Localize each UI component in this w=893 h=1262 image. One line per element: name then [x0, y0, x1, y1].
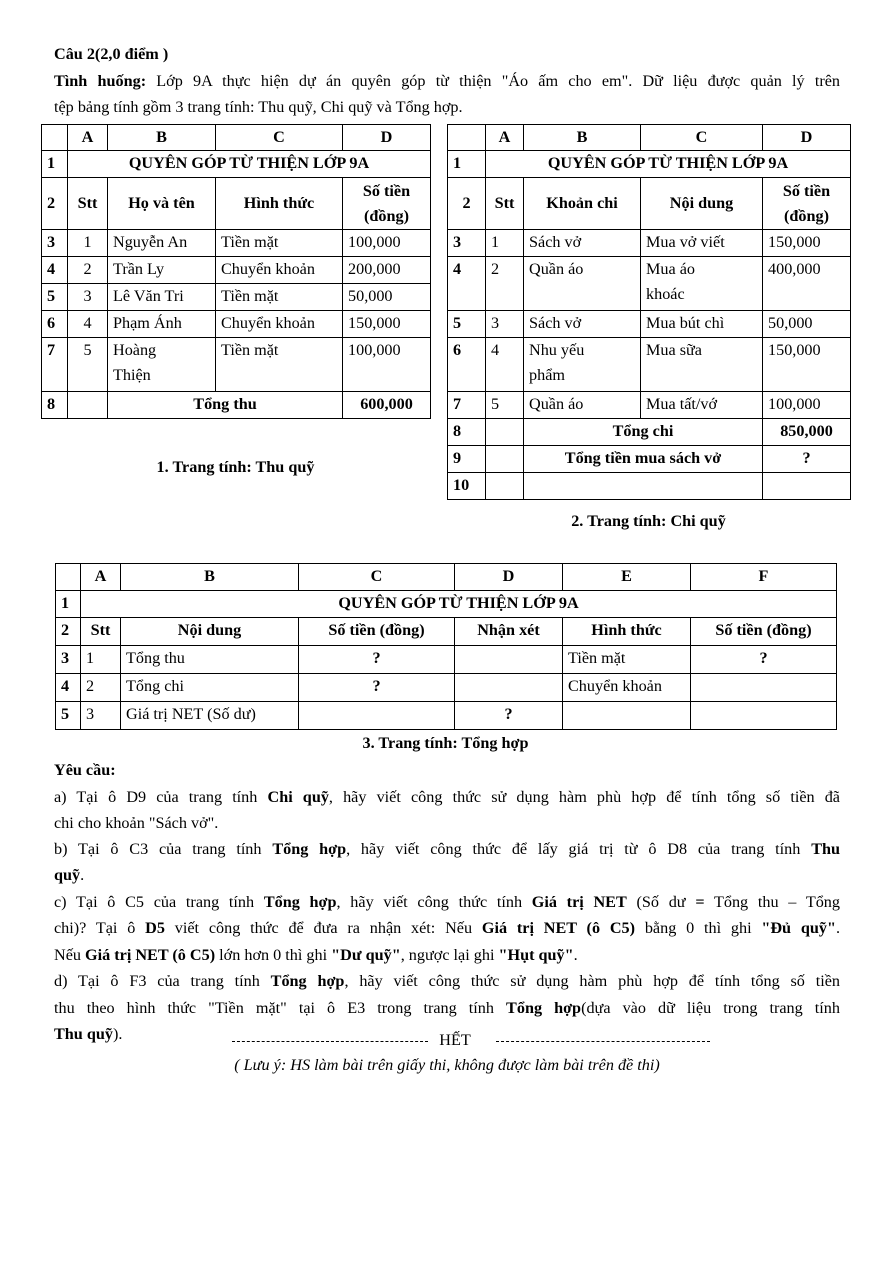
cell-amount: 50,000: [763, 311, 851, 338]
caption-tong-hop: 3. Trang tính: Tổng hợp: [362, 734, 529, 752]
cell-method: Tiền mặt: [563, 646, 691, 674]
cell-item: Nhu yếu phẩm: [524, 338, 641, 392]
table-row: [448, 257, 851, 311]
cell-item: Quần áo: [524, 257, 641, 311]
table-row: [448, 311, 851, 338]
header-stt: Stt: [81, 618, 121, 646]
cell-stt: 2: [68, 257, 108, 284]
row-number: 3: [42, 230, 68, 257]
row-number: 5: [448, 311, 486, 338]
situation-line-1: [54, 69, 840, 93]
req-c-line-3: Nếu Giá trị NET (ô C5) lớn hơn 0 thì ghi "Dư quỹ", ngược lại ghi "Hụt quỹ".: [54, 946, 578, 964]
req-b-line-2: quỹ.: [54, 866, 85, 884]
table-row: [448, 230, 851, 257]
header-stt: Stt: [486, 178, 524, 230]
table-row: [56, 674, 837, 702]
cell-stt: 3: [68, 284, 108, 311]
header-amount: Số tiền (đồng): [763, 178, 851, 230]
row-number: 2: [56, 618, 81, 646]
cell-amount: 150,000: [763, 230, 851, 257]
empty-cell: [486, 473, 524, 500]
cell-item: Sách vở: [524, 230, 641, 257]
row-number: 1: [42, 151, 68, 178]
col-header-a: A: [68, 125, 108, 151]
col-header-d: D: [455, 564, 563, 591]
cell-name: Trần Ly: [108, 257, 216, 284]
col-header-d: D: [343, 125, 431, 151]
question-title: Câu 2(2,0 điểm ): [54, 45, 169, 63]
cell-method: Chuyển khoản: [216, 311, 343, 338]
cell-stt: 4: [486, 338, 524, 392]
header-amount-2: Số tiền (đồng): [691, 618, 837, 646]
cell-amount: ?: [299, 646, 455, 674]
caption-thu-quy: 1. Trang tính: Thu quỹ: [156, 458, 315, 476]
empty-cell: [486, 419, 524, 446]
req-c-line-1: c) Tại ô C5 của trang tính Tổng hợp, hãy viết công thức tính Giá trị NET (Số dư = Tổng thu – Tổng: [54, 893, 840, 911]
cell-content: Tổng chi: [121, 674, 299, 702]
header-amount: Số tiền (đồng): [299, 618, 455, 646]
cell-stt: 1: [486, 230, 524, 257]
row-number: 8: [448, 419, 486, 446]
header-item: Khoản chi: [524, 178, 641, 230]
header-amount: Số tiền (đồng): [343, 178, 431, 230]
req-d-line-2: thu theo hình thức "Tiền mặt" tại ô E3 trong trang tính Tổng hợp(dựa vào dữ liệu trong trang tính: [54, 999, 840, 1017]
row-number: 5: [42, 284, 68, 311]
corner-cell: [448, 125, 486, 151]
cell-method: Tiền mặt: [216, 338, 343, 392]
row-number: 4: [42, 257, 68, 284]
cell-stt: 1: [68, 230, 108, 257]
cell-content: Mua vở viết: [641, 230, 763, 257]
cell-method: Chuyển khoản: [563, 674, 691, 702]
col-header-b: B: [121, 564, 299, 591]
col-header-c: C: [216, 125, 343, 151]
table-row: [56, 646, 837, 674]
col-header-a: A: [81, 564, 121, 591]
row-number: 6: [42, 311, 68, 338]
header-name: Họ và tên: [108, 178, 216, 230]
cell-stt: 1: [81, 646, 121, 674]
cell-amount-2: [691, 674, 837, 702]
table-row: [42, 338, 431, 392]
req-d-line-1: d) Tại ô F3 của trang tính Tổng hợp, hãy viết công thức sử dụng hàm phù hợp để tính tổng số tiền: [54, 972, 840, 990]
total-value: 850,000: [763, 419, 851, 446]
sheet-chi-quy: [447, 124, 851, 500]
table-row: [448, 338, 851, 392]
sheet-title: QUYÊN GÓP TỪ THIỆN LỚP 9A: [68, 151, 431, 178]
cell-stt: 3: [81, 702, 121, 730]
cell-comment: [455, 674, 563, 702]
dashed-divider-left: [232, 1041, 428, 1042]
row-number: 2: [448, 178, 486, 230]
table-row: [42, 230, 431, 257]
cell-stt: 5: [486, 392, 524, 419]
cell-amount-2: ?: [691, 646, 837, 674]
cell-stt: 5: [68, 338, 108, 392]
situation-label: Tình huống:: [54, 72, 147, 90]
row-number: 1: [448, 151, 486, 178]
empty-cell: [524, 473, 763, 500]
cell-name: Hoàng Thiện: [108, 338, 216, 392]
table-row: [42, 284, 431, 311]
caption-chi-quy: 2. Trang tính: Chi quỹ: [571, 512, 726, 530]
row-number: 5: [56, 702, 81, 730]
cell-stt: 2: [486, 257, 524, 311]
empty-cell: [486, 446, 524, 473]
empty-cell: [68, 392, 108, 419]
footer-note: ( Lưu ý: HS làm bài trên giấy thi, không được làm bài trên đề thi): [234, 1056, 660, 1074]
cell-method: [563, 702, 691, 730]
corner-cell: [56, 564, 81, 591]
total-value: 600,000: [343, 392, 431, 419]
cell-amount: 150,000: [343, 311, 431, 338]
col-header-c: C: [299, 564, 455, 591]
req-d-line-3: Thu quỹ).: [54, 1025, 123, 1043]
cell-amount: 100,000: [343, 338, 431, 392]
header-method: Hình thức: [216, 178, 343, 230]
header-stt: Stt: [68, 178, 108, 230]
col-header-b: B: [524, 125, 641, 151]
row-number: 4: [448, 257, 486, 311]
cell-method: Tiền mặt: [216, 230, 343, 257]
cell-content: Mua bút chì: [641, 311, 763, 338]
cell-amount: 100,000: [343, 230, 431, 257]
row-number: 7: [42, 338, 68, 392]
cell-amount: ?: [299, 674, 455, 702]
cell-name: Lê Văn Tri: [108, 284, 216, 311]
cell-name: Phạm Ánh: [108, 311, 216, 338]
sheet-thu-quy: [41, 124, 431, 419]
table-row: [448, 392, 851, 419]
row-number: 2: [42, 178, 68, 230]
header-content: Nội dung: [121, 618, 299, 646]
header-method: Hình thức: [563, 618, 691, 646]
cell-stt: 2: [81, 674, 121, 702]
corner-cell: [42, 125, 68, 151]
cell-stt: 4: [68, 311, 108, 338]
row-number: 7: [448, 392, 486, 419]
cell-content: Mua áo khoác: [641, 257, 763, 311]
table-row: [56, 702, 837, 730]
sheet-tong-hop: [55, 563, 837, 730]
row-number: 6: [448, 338, 486, 392]
req-a-line-1: a) Tại ô D9 của trang tính Chi quỹ, hãy viết công thức sử dụng hàm phù hợp để tính tổng số tiền đã: [54, 788, 840, 806]
books-total-value: ?: [763, 446, 851, 473]
row-number: 10: [448, 473, 486, 500]
dashed-divider-right: [496, 1041, 710, 1042]
books-total-label: Tổng tiền mua sách vở: [524, 446, 763, 473]
cell-name: Nguyễn An: [108, 230, 216, 257]
row-number: 9: [448, 446, 486, 473]
row-number: 3: [448, 230, 486, 257]
cell-amount: 200,000: [343, 257, 431, 284]
col-header-b: B: [108, 125, 216, 151]
header-content: Nội dung: [641, 178, 763, 230]
cell-amount: 100,000: [763, 392, 851, 419]
empty-cell: [763, 473, 851, 500]
requirements-heading: Yêu cầu:: [54, 761, 116, 779]
req-b-line-1: b) Tại ô C3 của trang tính Tổng hợp, hãy viết công thức để lấy giá trị từ ô D8 của trang tính Thu: [54, 840, 840, 858]
row-number: 1: [56, 591, 81, 618]
row-number: 4: [56, 674, 81, 702]
sheet-title: QUYÊN GÓP TỪ THIỆN LỚP 9A: [486, 151, 851, 178]
row-number: 8: [42, 392, 68, 419]
situation-line-2: tệp bảng tính gồm 3 trang tính: Thu quỹ, Chi quỹ và Tổng hợp.: [54, 98, 463, 116]
cell-content: Mua sữa: [641, 338, 763, 392]
cell-comment: ?: [455, 702, 563, 730]
row-number: 3: [56, 646, 81, 674]
col-header-d: D: [763, 125, 851, 151]
cell-method: Tiền mặt: [216, 284, 343, 311]
cell-amount: [299, 702, 455, 730]
cell-item: Quần áo: [524, 392, 641, 419]
cell-method: Chuyển khoản: [216, 257, 343, 284]
header-comment: Nhận xét: [455, 618, 563, 646]
cell-item: Sách vở: [524, 311, 641, 338]
end-marker: HẾT: [439, 1031, 471, 1049]
table-row: [42, 257, 431, 284]
cell-content: Giá trị NET (Số dư): [121, 702, 299, 730]
cell-content: Tổng thu: [121, 646, 299, 674]
cell-amount: 400,000: [763, 257, 851, 311]
table-row: [42, 311, 431, 338]
situation-text-1: Lớp 9A thực hiện dự án quyên góp từ thiện "Áo ấm cho em". Dữ liệu được quản lý trên: [156, 72, 841, 90]
req-a-line-2: chi cho khoản "Sách vở".: [54, 814, 219, 832]
col-header-e: E: [563, 564, 691, 591]
col-header-c: C: [641, 125, 763, 151]
col-header-a: A: [486, 125, 524, 151]
total-label: Tổng chi: [524, 419, 763, 446]
req-c-line-2: chi)? Tại ô D5 viết công thức để đưa ra nhận xét: Nếu Giá trị NET (ô C5) bằng 0 thì ghi "Đủ quỹ".: [54, 919, 840, 937]
sheet-title: QUYÊN GÓP TỪ THIỆN LỚP 9A: [81, 591, 837, 618]
cell-amount: 50,000: [343, 284, 431, 311]
cell-stt: 3: [486, 311, 524, 338]
total-label: Tổng thu: [108, 392, 343, 419]
cell-comment: [455, 646, 563, 674]
col-header-f: F: [691, 564, 837, 591]
cell-amount: 150,000: [763, 338, 851, 392]
cell-content: Mua tất/vớ: [641, 392, 763, 419]
cell-amount-2: [691, 702, 837, 730]
